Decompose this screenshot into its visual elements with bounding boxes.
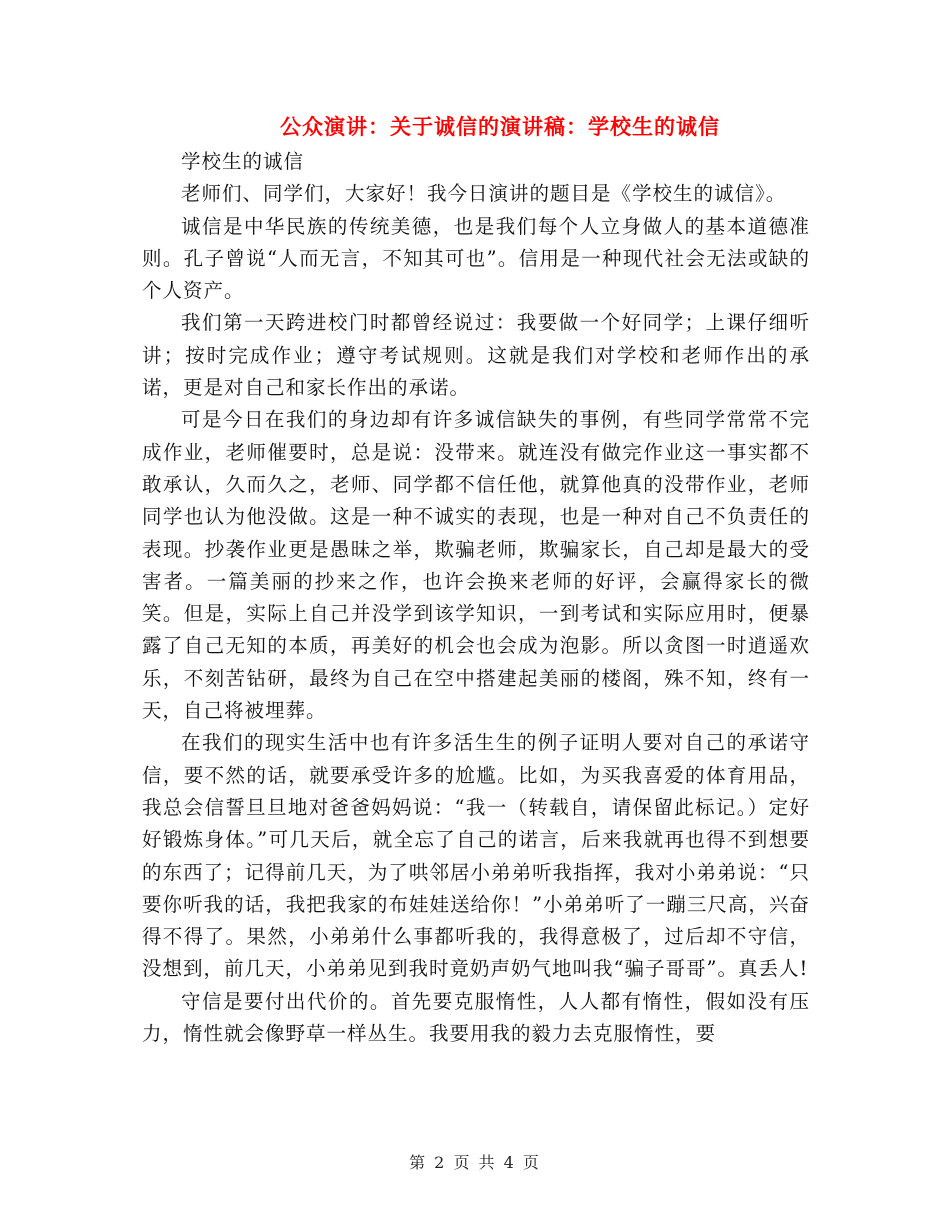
paragraph-life-examples: 在我们的现实生活中也有许多活生生的例子证明人要对自己的承诺守信，要不然的话，就要承受许多的尬尴。比如，为买我喜爱的体育用品，我总会信誓旦旦地对爸爸妈妈说：“我一（转载自，请保留此标记。）定好好锻炼身体。”可几天后，就全忘了自己的诺言，后来我就再也得不到想要的东西了；记得前几天，为了哄邻居小弟弟听我指挥，我对小弟弟说：“只要你听我的话，我把我家的布娃娃送给你！”小弟弟听了一蹦三尺高，兴奋得不得了。果然，小弟弟什么事都听我的，我得意极了，过后却不守信，没想到，前几天，小弟弟见到我时竟奶声奶气地叫我“骗子哥哥”。真丢人! — [142, 731, 810, 981]
page-number-footer: 第 2 页 共 4 页 — [409, 1153, 541, 1172]
paragraph-subtitle: 学校生的诚信 — [181, 150, 305, 173]
document-title: 公众演讲：关于诚信的演讲稿：学校生的诚信 — [280, 114, 720, 139]
paragraph-integrity-virtue: 诚信是中华民族的传统美德，也是我们每个人立身做人的基本道德准则。孔子曾说“人而无言，不知其可也”。信用是一种现代社会无法或缺的个人资产。 — [142, 214, 810, 303]
paragraph-dishonesty-examples: 可是今日在我们的身边却有许多诚信缺失的事例，有些同学常常不完成作业，老师催要时，总是说：没带来。就连没有做完作业这一事实都不敢承认，久而久之，老师、同学都不信任他，就算他真的没带作业，老师同学也认为他没做。这是一种不诚实的表现，也是一种对自己不负责任的表现。抄袭作业更是愚昧之举，欺骗老师，欺骗家长，自己却是最大的受害者。一篇美丽的抄来之作，也许会换来老师的好评，会赢得家长的微笑。但是，实际上自己并没学到该学知识，一到考试和实际应用时，便暴露了自己无知的本质，再美好的机会也会成为泡影。所以贪图一时逍遥欢乐，不刻苦钻研，最终为自己在空中搭建起美丽的楼阁，殊不知，终有一天，自己将被埋葬。 — [142, 408, 810, 723]
paragraph-keeping-promises: 守信是要付出代价的。首先要克服惰性，人人都有惰性，假如没有压力，惰性就会像野草一样丛生。我要用我的毅力去克服惰性，要 — [142, 989, 810, 1046]
paragraph-greeting: 老师们、同学们，大家好！我今日演讲的题目是《学校生的诚信》。 — [181, 182, 787, 206]
document-body — [142, 146, 810, 1050]
paragraph-school-promise: 我们第一天跨进校门时都曾经说过：我要做一个好同学；上课仔细听讲；按时完成作业；遵守考试规则。这就是我们对学校和老师作出的承诺，更是对自己和家长作出的承诺。 — [142, 311, 810, 400]
